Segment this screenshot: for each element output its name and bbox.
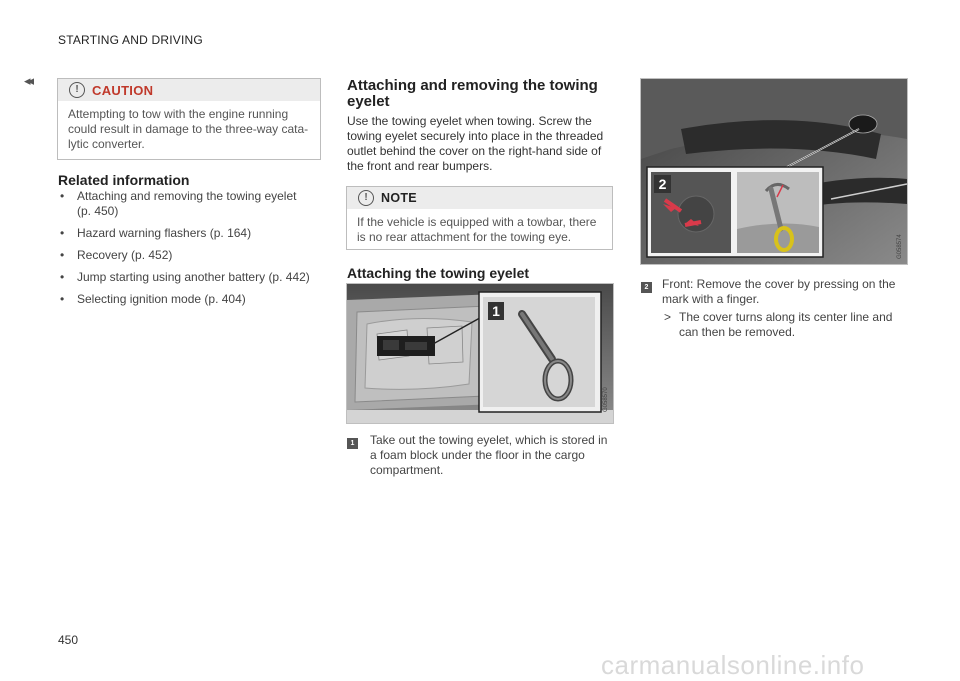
figure-1-code: G058570 (603, 387, 609, 412)
related-link-hazard-flashers[interactable]: • Hazard warning flashers (p. 164) (58, 226, 328, 241)
figure-towing-eyelet-storage (346, 283, 614, 424)
step-1-text: Take out the towing eyelet, which is stored in a foam block under the floor in the cargo compartment. (370, 433, 608, 477)
step-2-result-marker: > (664, 310, 672, 324)
figure-front-bumper-cover (640, 78, 908, 265)
caution-text (58, 101, 320, 160)
intro-paragraph: Use the towing eyelet when towing. Screw the towing eyelet securely into place in the threaded outlet behind the cover on the right-hand side of the front and rear bumpers. (347, 114, 604, 173)
related-link-ignition-mode[interactable]: • Selecting ignition mode (p. 404) (58, 292, 328, 307)
step-2-text: Front: Remove the cover by pressing on the mark with a finger. (662, 277, 896, 306)
step-2-result-text: The cover turns along its center line and can then be removed. (679, 310, 893, 339)
related-heading: Related information (58, 172, 190, 188)
caution-line: Attempting to tow with the engine running (68, 107, 289, 121)
caution-title: CAUTION (92, 83, 154, 98)
caution-line: lytic converter. (68, 137, 145, 151)
figure-2-code: G058574 (897, 234, 903, 259)
caution-box (57, 78, 321, 160)
note-text: If the vehicle is equipped with a towbar, there is no rear attachment for the towing eye. (357, 215, 597, 244)
related-link-towing-eyelet[interactable]: • Attaching and removing the towing eyelet (p. 450) (58, 189, 328, 219)
caution-icon: ! (69, 82, 85, 98)
note-header (347, 187, 612, 209)
related-link-recovery[interactable]: • Recovery (p. 452) (58, 248, 328, 263)
step-number-badge: 2 (641, 282, 652, 293)
note-box (346, 186, 613, 250)
figure-2-callout: 2 (658, 176, 667, 192)
related-list (58, 189, 328, 314)
watermark: carmanualsonline.info (601, 650, 865, 680)
caution-line: could result in damage to the three-way cata- (68, 122, 309, 136)
section-title: STARTING AND DRIVING (58, 33, 203, 47)
info-icon: ! (358, 190, 374, 206)
attaching-heading: Attaching the towing eyelet (347, 265, 530, 281)
back-arrows-icon[interactable]: ◂◂ (24, 73, 32, 88)
caution-header (58, 79, 320, 101)
step-number-badge: 1 (347, 438, 358, 449)
article-title: Attaching and removing the towing eyelet (347, 77, 598, 110)
front-bumper-illustration (641, 79, 907, 264)
related-link-jump-starting[interactable]: • Jump starting using another battery (p. 442) (58, 270, 328, 285)
figure-1-callout: 1 (492, 303, 500, 319)
cargo-compartment-illustration (347, 284, 613, 423)
page-number: 450 (58, 633, 79, 647)
note-title: NOTE (381, 191, 417, 205)
